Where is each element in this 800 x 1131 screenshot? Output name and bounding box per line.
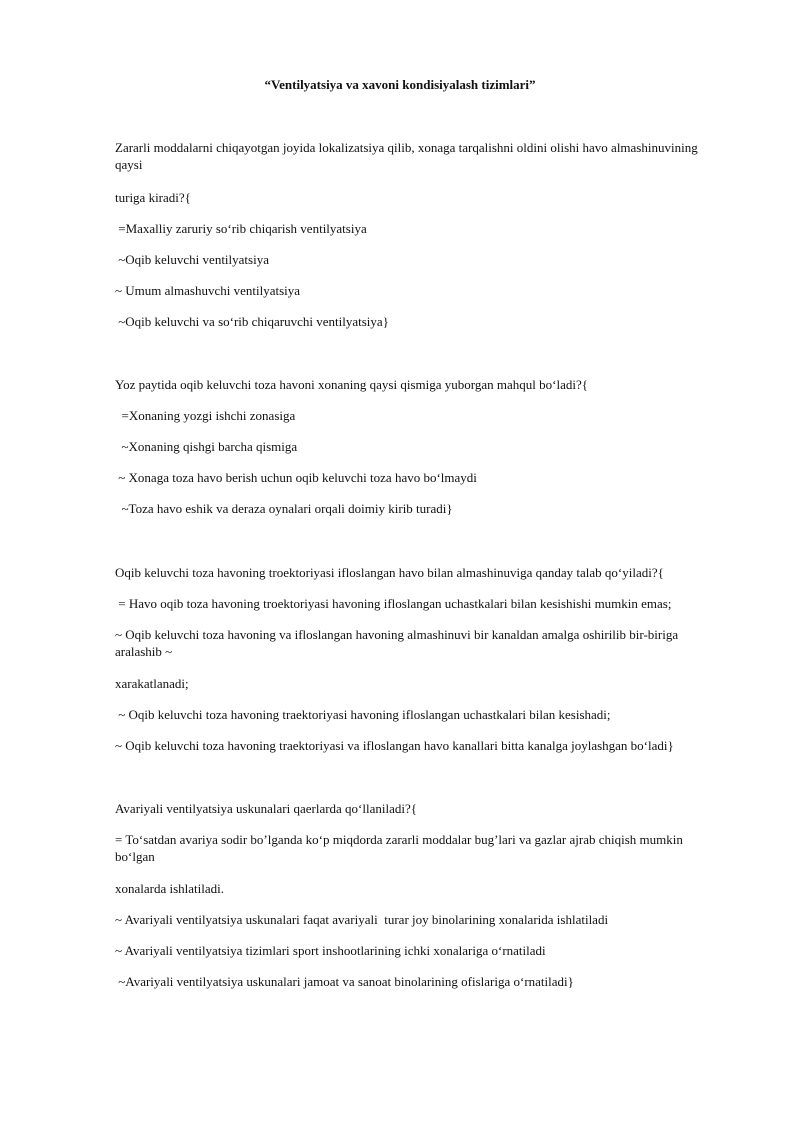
question-4-text: Avariyali ventilyatsiya uskunalari qaerlarda qo‘llaniladi?{ [115, 801, 417, 816]
question-2-option-1: =Xonaning yozgi ishchi zonasiga [115, 408, 296, 423]
question-3-text: Oqib keluvchi toza havoning troektoriyasi ifloslangan havo bilan almashinuviga qanday talab qo‘yiladi?{ [115, 565, 664, 580]
question-4-option-1: = To‘satdan avariya sodir bo’lganda ko‘p miqdorda zararli moddalar bug’lari va gazlar ajrab chiqish mumkin bo‘lgan [115, 832, 683, 864]
question-4-option-2: ~ Avariyali ventilyatsiya uskunalari faqat avariyali turar joy binolarining xonalarida ishlatiladi [115, 912, 609, 927]
question-3-option-3: ~ Oqib keluvchi toza havoning traektoriyasi havoning ifloslangan uchastkalari bilan kesishadi; [115, 707, 611, 722]
question-4-option-4: ~Avariyali ventilyatsiya uskunalari jamoat va sanoat binolarining ofislariga o‘rnatiladi} [115, 974, 574, 989]
question-2-option-4: ~Toza havo eshik va deraza oynalari orqali doimiy kirib turadi} [115, 501, 453, 516]
question-2-option-2: ~Xonaning qishgi barcha qismiga [115, 439, 298, 454]
question-1-option-3: ~ Umum almashuvchi ventilyatsiya [115, 283, 301, 298]
question-3-option-4: ~ Oqib keluvchi toza havoning traektoriyasi va ifloslangan havo kanallari bitta kanalga joylashgan bo‘ladi} [115, 738, 674, 753]
question-4-option-3: ~ Avariyali ventilyatsiya tizimlari sport inshootlarining ichki xonalariga o‘rnatiladi [115, 943, 546, 958]
question-4-option-1-cont: xonalarda ishlatiladi. [115, 881, 225, 896]
question-1-text: Zararli moddalarni chiqayotgan joyida lokalizatsiya qilib, xonaga tarqalishni oldini olishi havo almashinuvining qaysi [115, 140, 698, 172]
question-3-option-2: ~ Oqib keluvchi toza havoning va ifloslangan havoning almashinuvi bir kanaldan amalga oshirilib bir-biriga aralashib ~ [115, 627, 679, 659]
question-2-text: Yoz paytida oqib keluvchi toza havoni xonaning qaysi qismiga yuborgan mahqul bo‘ladi?{ [115, 377, 588, 392]
question-1-text-cont: turiga kiradi?{ [115, 190, 191, 205]
question-1-option-1: =Maxalliy zaruriy so‘rib chiqarish ventilyatsiya [115, 221, 367, 236]
question-1-option-2: ~Oqib keluvchi ventilyatsiya [115, 252, 269, 267]
question-3-option-1: = Havo oqib toza havoning troektoriyasi havoning ifloslangan uchastkalari bilan kesishishi mumkin emas; [115, 596, 672, 611]
question-2-option-3: ~ Xonaga toza havo berish uchun oqib keluvchi toza havo bo‘lmaydi [115, 470, 477, 485]
question-1-option-4: ~Oqib keluvchi va so‘rib chiqaruvchi ventilyatsiya} [115, 314, 389, 329]
document-title: “Ventilyatsiya va xavoni kondisiyalash tizimlari” [264, 77, 536, 92]
question-3-option-2-cont: xarakatlanadi; [115, 676, 189, 691]
